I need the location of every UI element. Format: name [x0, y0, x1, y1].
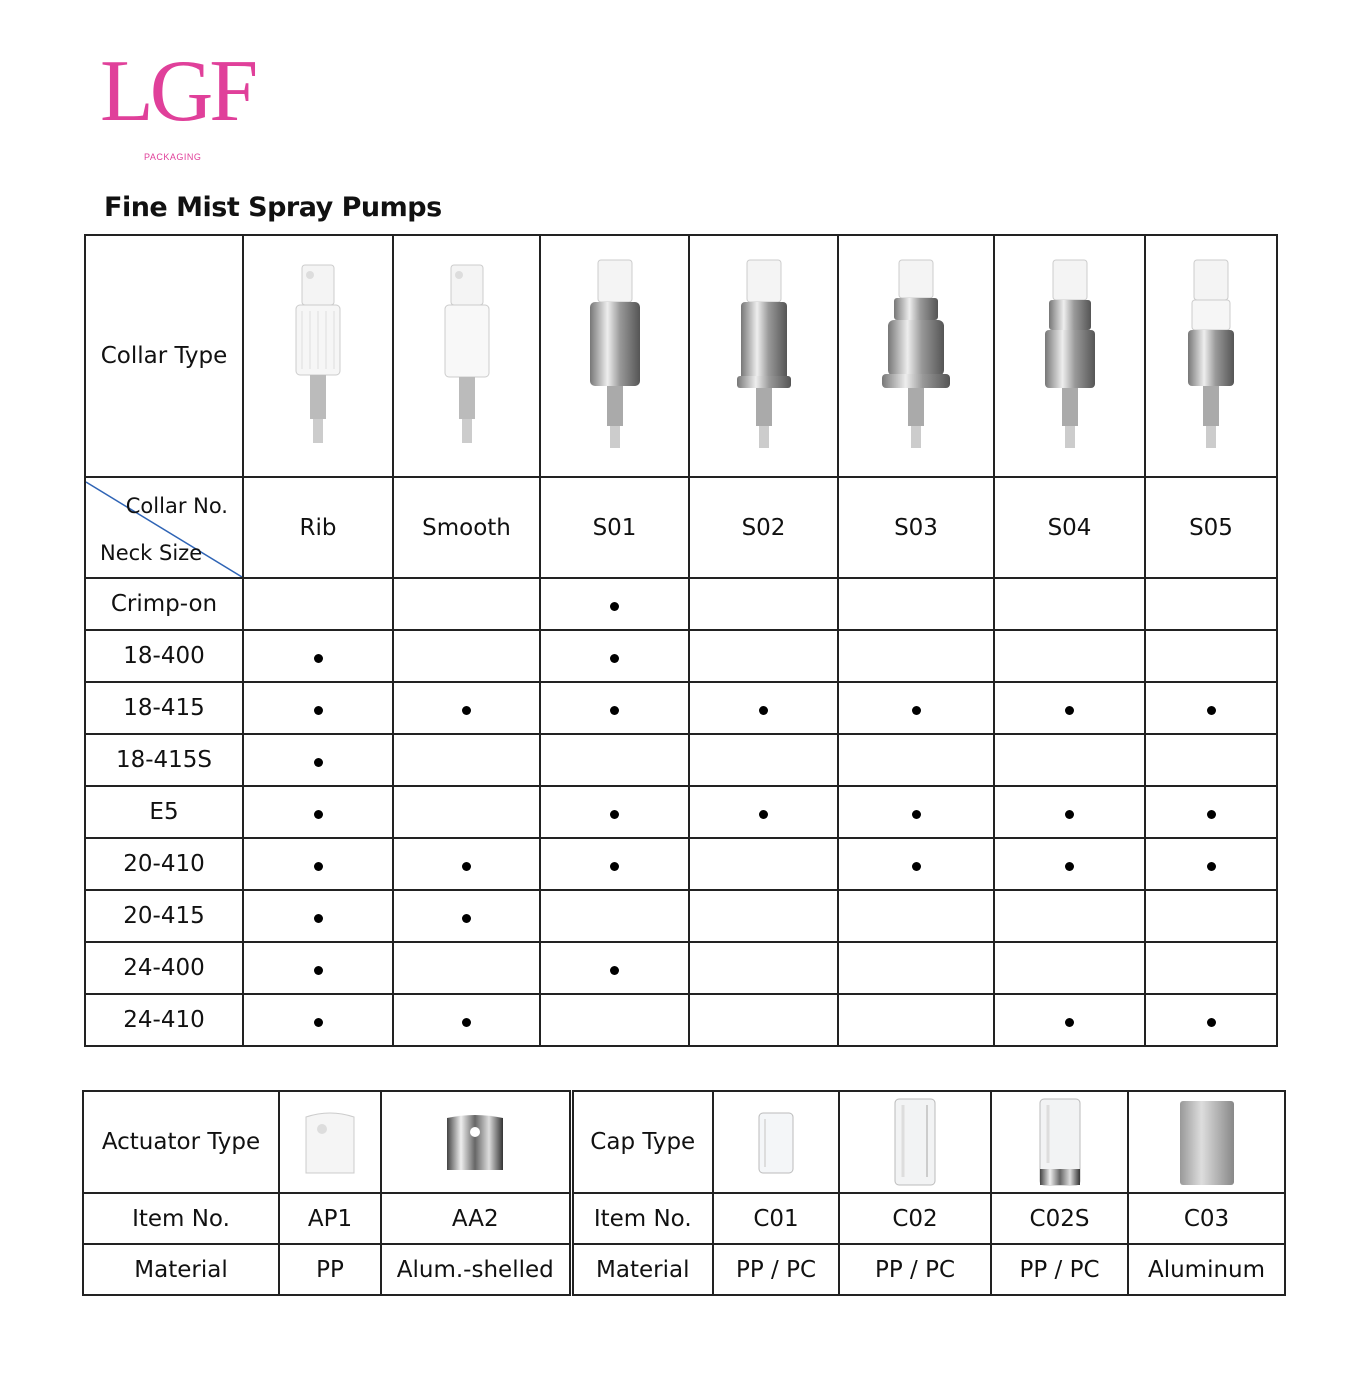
cap-image-c02s — [991, 1091, 1128, 1193]
actuator-item: AP1 — [279, 1193, 381, 1244]
compatibility-cell — [1145, 890, 1277, 942]
actuator-item: AA2 — [381, 1193, 571, 1244]
compatibility-cell — [838, 682, 994, 734]
compatibility-cell — [393, 942, 540, 994]
neck-size-rows — [85, 578, 1277, 1046]
compatibility-cell — [689, 838, 838, 890]
page-title: Fine Mist Spray Pumps — [104, 192, 442, 223]
compatibility-cell — [393, 630, 540, 682]
cap-material: PP / PC — [839, 1244, 991, 1295]
pump-image-smooth — [393, 235, 540, 477]
compatible-dot-icon — [912, 706, 921, 715]
compatible-dot-icon — [912, 862, 921, 871]
compatibility-cell — [838, 994, 994, 1046]
compatibility-cell — [994, 838, 1145, 890]
neck-size-label: 24-410 — [85, 994, 243, 1046]
compatibility-cell — [689, 994, 838, 1046]
compatibility-cell — [243, 682, 393, 734]
collar-no-label: Collar No. — [125, 494, 228, 518]
neck-size-label: 18-415S — [85, 734, 243, 786]
cap-material: PP / PC — [713, 1244, 839, 1295]
compatible-dot-icon — [1207, 1018, 1216, 1027]
pump-s05-icon — [1176, 256, 1246, 456]
actuator-image-aa2 — [381, 1091, 571, 1193]
pump-image-s04 — [994, 235, 1145, 477]
actuator-cap-table — [82, 1090, 1286, 1296]
compatibility-cell — [393, 890, 540, 942]
actuator-cap-image-row — [83, 1091, 1285, 1193]
actuator-image-ap1 — [279, 1091, 381, 1193]
compatible-dot-icon — [1207, 862, 1216, 871]
compatibility-cell — [689, 682, 838, 734]
collar-image-row — [85, 235, 1277, 477]
compatibility-cell — [540, 838, 689, 890]
compatibility-cell — [243, 578, 393, 630]
compatibility-cell — [540, 630, 689, 682]
compatibility-cell — [243, 890, 393, 942]
neck-size-label: Crimp-on — [85, 578, 243, 630]
actuator-type-label: Actuator Type — [83, 1091, 279, 1193]
compatible-dot-icon — [610, 654, 619, 663]
collar-name: S05 — [1145, 477, 1277, 578]
compatibility-cell — [540, 734, 689, 786]
compatible-dot-icon — [314, 914, 323, 923]
logo-subtext: PACKAGING — [144, 152, 202, 162]
diagonal-header-cell — [85, 477, 243, 578]
compatibility-cell — [689, 942, 838, 994]
compatibility-cell — [689, 578, 838, 630]
compatibility-cell — [994, 578, 1145, 630]
compatible-dot-icon — [462, 1018, 471, 1027]
compatibility-cell — [243, 942, 393, 994]
compatible-dot-icon — [610, 810, 619, 819]
collar-name: S03 — [838, 477, 994, 578]
compatibility-cell — [243, 786, 393, 838]
pump-image-s03 — [838, 235, 994, 477]
cap-item: C01 — [713, 1193, 839, 1244]
collar-name: S02 — [689, 477, 838, 578]
pump-s01-icon — [580, 256, 650, 456]
compatibility-cell — [689, 630, 838, 682]
cap-aluminum-icon — [1176, 1097, 1238, 1187]
pump-image-rib — [243, 235, 393, 477]
cap-clear-silver-band-icon — [1032, 1097, 1088, 1187]
compatible-dot-icon — [314, 966, 323, 975]
compatibility-cell — [1145, 682, 1277, 734]
compatible-dot-icon — [314, 1018, 323, 1027]
compatible-dot-icon — [610, 966, 619, 975]
logo-text: LGF — [100, 43, 255, 140]
cap-item: C02 — [839, 1193, 991, 1244]
compatibility-cell — [540, 994, 689, 1046]
compatibility-cell — [393, 682, 540, 734]
compatible-dot-icon — [610, 602, 619, 611]
actuator-material: Alum.-shelled — [381, 1244, 571, 1295]
cap-item: C02S — [991, 1193, 1128, 1244]
cap-type-label: Cap Type — [571, 1091, 713, 1193]
pump-image-s05 — [1145, 235, 1277, 477]
compatibility-cell — [540, 890, 689, 942]
compatibility-cell — [540, 786, 689, 838]
cap-clear-tall-icon — [887, 1097, 943, 1187]
collar-type-label: Collar Type — [85, 235, 243, 477]
cap-clear-small-icon — [751, 1107, 801, 1177]
neck-size-row — [85, 838, 1277, 890]
item-no-row — [83, 1193, 1285, 1244]
cap-material: PP / PC — [991, 1244, 1128, 1295]
compatibility-cell — [243, 734, 393, 786]
collar-name: S04 — [994, 477, 1145, 578]
actuator-white-icon — [302, 1109, 358, 1175]
item-no-label: Item No. — [571, 1193, 713, 1244]
compatible-dot-icon — [610, 706, 619, 715]
pump-s03-icon — [876, 256, 956, 456]
pump-smooth-icon — [437, 261, 497, 451]
compatible-dot-icon — [462, 914, 471, 923]
material-label: Material — [571, 1244, 713, 1295]
pump-s04-icon — [1035, 256, 1105, 456]
cap-image-c03 — [1128, 1091, 1285, 1193]
compatible-dot-icon — [314, 810, 323, 819]
compatibility-cell — [994, 942, 1145, 994]
compatibility-cell — [838, 734, 994, 786]
compatible-dot-icon — [462, 862, 471, 871]
neck-size-row — [85, 578, 1277, 630]
compatibility-cell — [1145, 734, 1277, 786]
cap-image-c01 — [713, 1091, 839, 1193]
neck-size-label: 18-400 — [85, 630, 243, 682]
lgf-logo — [100, 43, 270, 188]
compatibility-cell — [994, 890, 1145, 942]
compatibility-cell — [838, 942, 994, 994]
neck-size-label: 20-415 — [85, 890, 243, 942]
actuator-silver-icon — [443, 1112, 507, 1172]
material-label: Material — [83, 1244, 279, 1295]
compatibility-cell — [994, 994, 1145, 1046]
cap-material: Aluminum — [1128, 1244, 1285, 1295]
material-row — [83, 1244, 1285, 1295]
compatible-dot-icon — [314, 654, 323, 663]
compatibility-cell — [994, 734, 1145, 786]
compatible-dot-icon — [1207, 706, 1216, 715]
compatibility-cell — [243, 630, 393, 682]
compatible-dot-icon — [1207, 810, 1216, 819]
neck-size-label: Neck Size — [100, 541, 203, 565]
compatibility-cell — [540, 682, 689, 734]
compatibility-cell — [838, 890, 994, 942]
compatibility-cell — [393, 786, 540, 838]
pump-image-s01 — [540, 235, 689, 477]
collar-name: S01 — [540, 477, 689, 578]
compatible-dot-icon — [462, 706, 471, 715]
compatibility-cell — [994, 630, 1145, 682]
compatibility-table — [84, 234, 1278, 1047]
neck-size-row — [85, 786, 1277, 838]
compatibility-cell — [1145, 994, 1277, 1046]
compatibility-cell — [243, 994, 393, 1046]
collar-name: Rib — [243, 477, 393, 578]
neck-size-row — [85, 630, 1277, 682]
compatibility-cell — [994, 682, 1145, 734]
compatible-dot-icon — [314, 706, 323, 715]
compatibility-cell — [689, 734, 838, 786]
compatible-dot-icon — [759, 810, 768, 819]
compatibility-cell — [393, 838, 540, 890]
compatibility-cell — [838, 578, 994, 630]
pump-image-s02 — [689, 235, 838, 477]
pump-s02-icon — [729, 256, 799, 456]
compatible-dot-icon — [314, 758, 323, 767]
neck-size-row — [85, 734, 1277, 786]
compatibility-cell — [1145, 838, 1277, 890]
collar-header-row — [85, 477, 1277, 578]
compatible-dot-icon — [1065, 1018, 1074, 1027]
compatibility-cell — [994, 786, 1145, 838]
compatibility-cell — [689, 786, 838, 838]
neck-size-row — [85, 890, 1277, 942]
compatibility-cell — [540, 942, 689, 994]
neck-size-row — [85, 994, 1277, 1046]
compatible-dot-icon — [912, 810, 921, 819]
neck-size-row — [85, 942, 1277, 994]
compatible-dot-icon — [759, 706, 768, 715]
neck-size-row — [85, 682, 1277, 734]
neck-size-label: 24-400 — [85, 942, 243, 994]
compatibility-cell — [838, 630, 994, 682]
collar-name: Smooth — [393, 477, 540, 578]
neck-size-label: 18-415 — [85, 682, 243, 734]
actuator-material: PP — [279, 1244, 381, 1295]
item-no-label: Item No. — [83, 1193, 279, 1244]
compatibility-cell — [689, 890, 838, 942]
neck-size-label: 20-410 — [85, 838, 243, 890]
compatible-dot-icon — [1065, 706, 1074, 715]
cap-image-c02 — [839, 1091, 991, 1193]
pump-rib-icon — [288, 261, 348, 451]
neck-size-label: E5 — [85, 786, 243, 838]
compatibility-cell — [393, 734, 540, 786]
compatible-dot-icon — [1065, 810, 1074, 819]
compatibility-cell — [838, 786, 994, 838]
compatibility-cell — [838, 838, 994, 890]
compatibility-cell — [1145, 942, 1277, 994]
compatibility-cell — [1145, 578, 1277, 630]
compatibility-cell — [393, 578, 540, 630]
compatible-dot-icon — [610, 862, 619, 871]
compatibility-cell — [540, 578, 689, 630]
cap-item: C03 — [1128, 1193, 1285, 1244]
compatibility-cell — [243, 838, 393, 890]
compatibility-cell — [1145, 630, 1277, 682]
compatibility-cell — [1145, 786, 1277, 838]
compatible-dot-icon — [314, 862, 323, 871]
compatible-dot-icon — [1065, 862, 1074, 871]
compatibility-cell — [393, 994, 540, 1046]
